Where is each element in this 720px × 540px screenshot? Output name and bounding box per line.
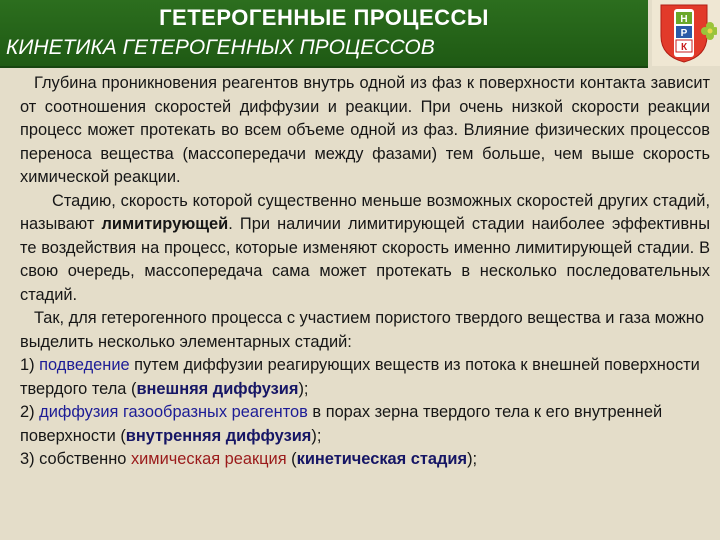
list-item-3-term: химическая реакция [130, 450, 287, 468]
logo [652, 0, 720, 66]
list-item-2-term: диффузия газообразных реагентов [39, 403, 308, 421]
list-item-2-stage: внутренняя диффузия [125, 426, 312, 445]
list-item-3-stage: кинетическая стадия [296, 450, 468, 468]
limiting-stage-term: лимитирующей [101, 215, 229, 233]
logo-letter-1: Н [680, 14, 688, 25]
list-item-2-num: 2) [20, 403, 40, 421]
paragraph-2-text-b: . При наличии лимитирующей стадии наиболее эффективны те воздействия на процесс, которые изменяют скорость именно лимитирующей стадии. В свою очередь, массопередача сама может протекать в несколько последовательных стадий. [20, 215, 710, 304]
list-item-2-end: ); [311, 426, 322, 445]
list-item-1-end: ); [298, 379, 309, 398]
list-item-1-stage: внешняя диффузия [136, 379, 299, 398]
list-item-3-num: 3) собственно [20, 450, 131, 468]
list-item [20, 448, 710, 472]
list-item [20, 401, 710, 448]
list-item-1-num: 1) [20, 356, 40, 374]
list-item-3-end: ); [467, 450, 478, 468]
paragraph-1: Глубина проникновения реагентов внутрь одной из фаз к поверхности контакта зависит от соотношения скоростей диффузии и реакции. При очень низкой скорости реакции процесс может протекать во всем объеме одной из фаз. Влияние физических процессов переноса вещества (массопередачи между фазами) тем больше, чем выше скорость химической реакции. [20, 74, 710, 186]
paragraph-2-text-a: Стадию, скорость которой существенно меньше возможных скоростей других стадий, называют [20, 191, 710, 233]
main-text [20, 72, 710, 472]
paragraph-2 [20, 190, 710, 308]
list-item-1-text: путем диффузии реагирующих веществ из потока к внешней поверхности твердого тела ( [20, 356, 700, 398]
logo-letter-3: К [680, 42, 688, 53]
header-bar [0, 0, 648, 68]
paragraph-3: Так, для гетерогенного процесса с участием пористого твердого вещества и газа можно выделить несколько элементарных стадий: [20, 309, 704, 351]
logo-letter-2: Р [680, 28, 688, 39]
list-item-3-text: ( [286, 450, 297, 468]
page-subtitle: КИНЕТИКА ГЕТЕРОГЕННЫХ ПРОЦЕССОВ [6, 36, 435, 59]
list-item-2-text: в порах зерна твердого тела к его внутренней поверхности ( [20, 403, 663, 445]
college-crest-icon [657, 2, 717, 64]
page-title: ГЕТЕРОГЕННЫЕ ПРОЦЕССЫ [159, 5, 489, 30]
list-item [20, 354, 710, 401]
list-item-1-term: подведение [39, 356, 130, 374]
